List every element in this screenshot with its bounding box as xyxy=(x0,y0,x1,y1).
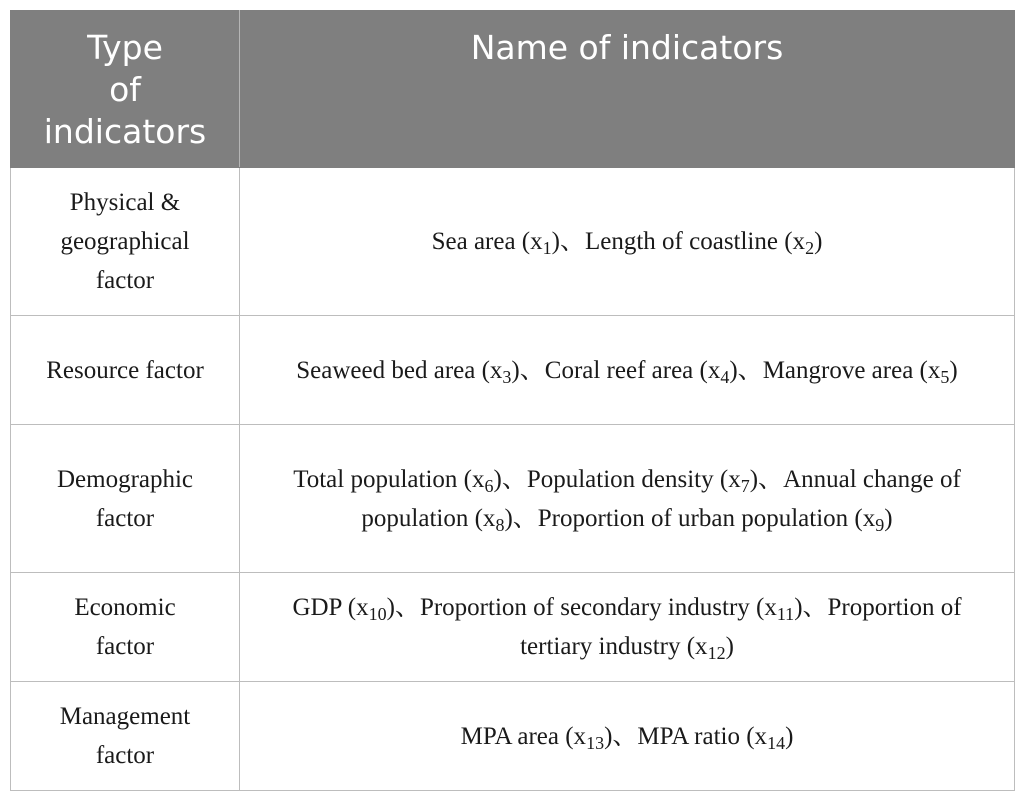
indicator-close-paren: ) xyxy=(949,356,958,384)
indicator-subscript: 3 xyxy=(502,366,512,387)
indicator-type-cell xyxy=(11,168,240,316)
indicator-item xyxy=(526,465,784,496)
indicator-close-paren: ) xyxy=(725,633,734,660)
indicator-name: Proportion of urban population (x xyxy=(537,504,876,532)
indicator-separator: 、 xyxy=(737,356,763,384)
indicator-names-cell xyxy=(240,316,1015,425)
indicator-item xyxy=(431,228,585,259)
indicator-name: Coral reef area (x xyxy=(544,356,721,384)
indicator-subscript: 11 xyxy=(776,604,795,625)
indicator-separator: 、 xyxy=(758,465,784,493)
indicator-name: Sea area (x xyxy=(431,228,543,255)
header-type-line: of xyxy=(109,70,141,109)
header-type-line: indicators xyxy=(43,112,207,151)
indicator-item xyxy=(537,504,893,535)
indicator-subscript: 4 xyxy=(720,366,730,387)
indicator-item xyxy=(293,465,527,496)
indicator-close-paren: ) xyxy=(504,504,513,532)
indicator-close-paren: ) xyxy=(884,504,893,532)
indicator-item xyxy=(292,594,420,625)
indicator-name: Population density (x xyxy=(526,465,741,493)
indicator-type-cell xyxy=(11,682,240,791)
indicator-subscript: 10 xyxy=(368,604,387,625)
indicator-separator: 、 xyxy=(612,722,638,750)
indicator-names-cell xyxy=(240,425,1015,573)
table-row xyxy=(11,573,1015,682)
indicator-subscript: 6 xyxy=(484,475,494,496)
table-row xyxy=(11,425,1015,573)
indicator-subscript: 14 xyxy=(767,732,786,753)
indicator-type-cell xyxy=(11,316,240,425)
table-row xyxy=(11,316,1015,425)
indicator-item xyxy=(584,228,823,259)
indicator-type-cell xyxy=(11,425,240,573)
indicator-separator: 、 xyxy=(501,465,527,493)
indicator-subscript: 5 xyxy=(940,366,950,387)
indicator-separator: 、 xyxy=(559,228,585,255)
indicator-type-text: Resource factor xyxy=(46,356,204,384)
indicator-separator: 、 xyxy=(512,504,538,532)
indicator-close-paren: ) xyxy=(749,465,759,493)
header-type-line: Type xyxy=(87,28,163,67)
table-body xyxy=(11,168,1015,791)
indicator-close-paren: ) xyxy=(729,356,738,384)
indicator-close-paren: ) xyxy=(794,594,803,621)
indicator-name: Seaweed bed area (x xyxy=(296,356,503,384)
indicator-item xyxy=(544,356,763,387)
indicator-item xyxy=(762,356,958,387)
indicator-name: MPA area (x xyxy=(460,722,587,750)
indicator-names-cell xyxy=(240,682,1015,791)
indicator-name: MPA ratio (x xyxy=(637,722,768,750)
indicator-subscript: 12 xyxy=(707,643,726,664)
indicator-close-paren: ) xyxy=(785,722,794,750)
indicator-subscript: 8 xyxy=(495,514,505,535)
indicator-name: Length of coastline (x xyxy=(584,228,806,255)
table-header xyxy=(11,11,1015,168)
indicator-type-text: Physical & xyxy=(69,189,181,216)
indicator-type-text: Economic xyxy=(74,594,176,621)
indicator-close-paren: ) xyxy=(551,228,560,255)
indicator-close-paren: ) xyxy=(604,722,613,750)
indicator-type-text: factor xyxy=(95,267,155,294)
indicator-separator: 、 xyxy=(802,594,828,621)
indicator-name: Proportion of secondary industry (x xyxy=(419,594,777,621)
indicator-item xyxy=(460,722,638,753)
indicator-type-text: geographical xyxy=(60,228,190,255)
indicators-table xyxy=(10,10,1015,791)
indicator-type-text: factor xyxy=(95,633,155,660)
table-row xyxy=(11,168,1015,316)
indicator-separator: 、 xyxy=(394,594,420,621)
indicator-subscript: 13 xyxy=(586,732,605,753)
indicator-names-cell xyxy=(240,168,1015,316)
indicator-type-text: factor xyxy=(95,504,155,532)
indicator-separator: 、 xyxy=(519,356,545,384)
indicator-close-paren: ) xyxy=(493,465,502,493)
indicator-name: Annual change of population (x xyxy=(361,465,961,532)
indicator-item xyxy=(637,722,794,753)
indicator-subscript: 9 xyxy=(875,514,885,535)
header-type-of-indicators xyxy=(11,11,240,168)
indicator-type-text: Management xyxy=(59,703,191,730)
indicator-subscript: 7 xyxy=(740,475,750,496)
indicator-name: Total population (x xyxy=(293,465,485,493)
indicator-type-text: Demographic xyxy=(56,465,194,493)
header-name-of-indicators: Name of indicators xyxy=(240,11,1015,168)
indicator-subscript: 1 xyxy=(542,238,552,259)
indicator-item xyxy=(419,594,828,625)
indicator-name: Mangrove area (x xyxy=(762,356,941,384)
indicator-type-text: factor xyxy=(95,742,155,769)
indicator-type-cell xyxy=(11,573,240,682)
indicator-item xyxy=(296,356,545,387)
indicator-subscript: 2 xyxy=(805,238,815,259)
indicator-names-cell xyxy=(240,573,1015,682)
indicator-close-paren: ) xyxy=(386,594,395,621)
table-row xyxy=(11,682,1015,791)
indicator-close-paren: ) xyxy=(511,356,520,384)
indicator-name: GDP (x xyxy=(292,594,369,621)
indicator-close-paren: ) xyxy=(814,228,823,255)
indicator-name: Proportion of tertiary industry (x xyxy=(520,594,962,660)
